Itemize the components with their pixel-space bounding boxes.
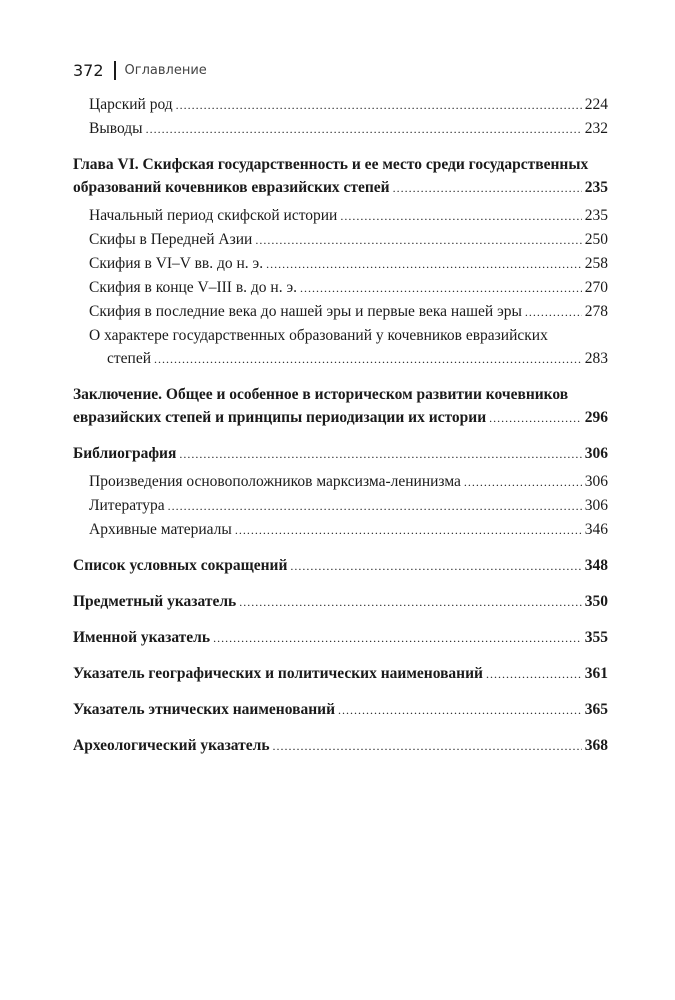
toc-entry-title-line2: образований кочевников евразийских степей [73,179,390,196]
toc-page-number: 235 [584,207,608,224]
dot-leader [176,94,582,117]
toc-entry-title-line2: степей [107,350,152,367]
toc-entry-title: Скифы в Передней Азии [89,231,253,248]
running-header [73,60,207,80]
toc-entry-imennoy [73,626,608,650]
running-title: Оглавление [124,62,207,78]
toc-entry-title: Указатель этнических наименований [73,701,335,718]
toc-entry-title-line2: евразийских степей и принципы периодизации их истории [73,409,487,426]
dot-leader [338,699,582,722]
toc-page-number: 278 [584,303,608,320]
toc-entry-literatura [73,494,608,518]
toc-entry-glava-6 [73,153,608,200]
toc-entry-title: Выводы [89,120,143,137]
table-of-contents [73,93,608,758]
toc-entry-title: Археологический указатель [73,737,270,754]
page-number: 372 [73,60,104,80]
toc-entry-title: Предметный указатель [73,593,237,610]
dot-leader [300,277,582,300]
dot-leader [179,443,581,466]
toc-entry-skify-perednyaya-aziya [73,228,608,252]
toc-entry-arheologichesky [73,734,608,758]
toc-page-number: 350 [584,593,608,610]
dot-leader [266,253,582,276]
toc-entry-title: Именной указатель [73,629,211,646]
toc-entry-spisok-sokrashcheniy [73,554,608,578]
toc-page-number: 361 [584,665,608,682]
toc-page-number: 270 [584,279,608,296]
toc-entry-zaklyuchenie [73,383,608,430]
dot-leader [235,519,582,542]
dot-leader [168,495,582,518]
toc-entry-title-line1: Глава VI. Скифская государственность и ее место среди государственных [73,156,589,173]
toc-page-number: 348 [584,557,608,574]
dot-leader [486,663,582,686]
toc-page-number: 258 [584,255,608,272]
toc-entry-o-haraktere [73,324,608,371]
dot-leader [213,627,582,650]
toc-entry-proizvedeniya [73,470,608,494]
toc-entry-title-line1: О характере государственных образований у кочевников евразийских [89,327,548,344]
toc-entry-title: Начальный период скифской истории [89,207,338,224]
toc-page-number: 355 [584,629,608,646]
toc-page-number: 346 [584,521,608,538]
toc-entry-nachalny-period [73,204,608,228]
toc-page-number: 365 [584,701,608,718]
toc-page-number: 306 [584,445,608,462]
toc-entry-title: Список условных сокращений [73,557,288,574]
toc-entry-bibliografiya [73,442,608,466]
toc-entry-title-line1: Заключение. Общее и особенное в историческом развитии кочевников [73,386,569,403]
toc-entry-title: Скифия в последние века до нашей эры и первые века нашей эры [89,303,522,320]
dot-leader [464,471,582,494]
dot-leader [255,229,581,252]
dot-leader [393,177,582,200]
toc-entry-title: Указатель географических и политических наименований [73,665,483,682]
toc-page-number: 232 [584,120,608,137]
toc-entry-title: Литература [89,497,165,514]
toc-entry-skifiya-6-5 [73,252,608,276]
toc-entry-geograficheskih [73,662,608,686]
toc-page-number: 368 [584,737,608,754]
dot-leader [290,555,581,578]
toc-entry-etnicheskih [73,698,608,722]
toc-page-number: 306 [584,473,608,490]
dot-leader [340,205,581,228]
toc-page-number: 283 [584,350,608,367]
header-divider [114,61,116,80]
toc-entry-title: Произведения основоположников марксизма-ленинизма [89,473,461,490]
dot-leader [154,348,582,371]
toc-entry-predmetny [73,590,608,614]
toc-entry-skifiya-5-3 [73,276,608,300]
toc-entry-skifiya-poslednie-veka [73,300,608,324]
toc-entry-title: Скифия в конце V–III в. до н. э. [89,279,297,296]
toc-entry-title: Библиография [73,445,177,462]
toc-entry-vyvody [73,117,608,141]
toc-page-number: 250 [584,231,608,248]
toc-page-number: 306 [584,497,608,514]
toc-entry-tsarsky-rod [73,93,608,117]
dot-leader [489,407,582,430]
toc-entry-title: Царский род [89,96,173,113]
dot-leader [146,118,582,141]
toc-page-number: 224 [584,96,608,113]
toc-page-number: 296 [584,409,608,426]
toc-entry-title: Скифия в VI–V вв. до н. э. [89,255,264,272]
dot-leader [273,735,582,758]
dot-leader [525,301,582,324]
toc-entry-arhivnye [73,518,608,542]
toc-entry-title: Архивные материалы [89,521,232,538]
dot-leader [239,591,582,614]
toc-page-number: 235 [584,179,608,196]
